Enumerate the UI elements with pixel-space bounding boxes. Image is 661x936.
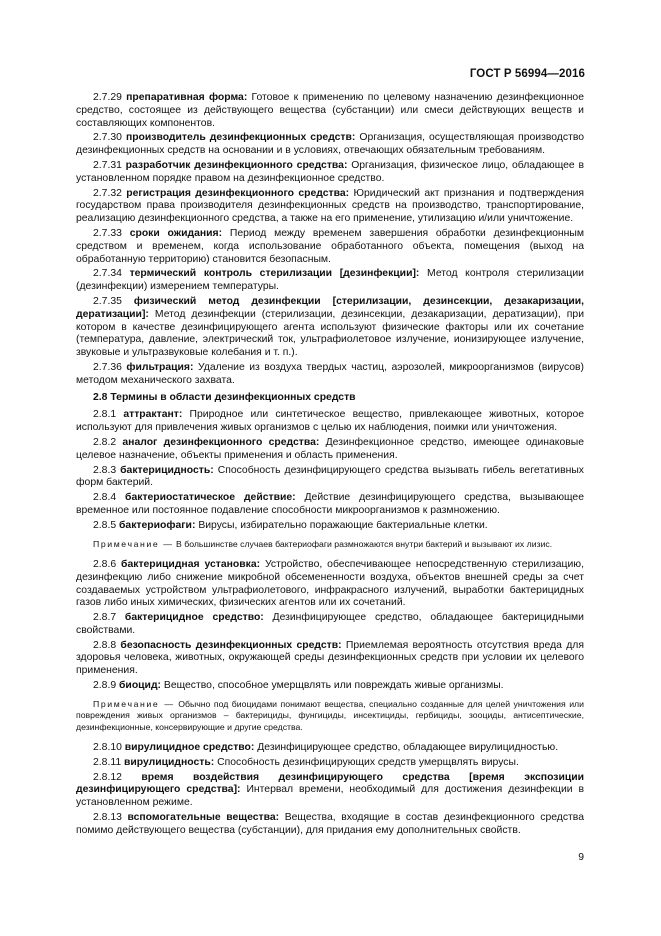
entry-term: регистрация дезинфекционного средства: xyxy=(126,187,350,199)
term-entry xyxy=(76,92,584,130)
entry-term: время воздействия дезинфицирующего средства [время экспозиции дезинфицирующего средства]: xyxy=(76,771,585,796)
term-entry xyxy=(76,160,584,186)
term-entry xyxy=(76,772,584,810)
entry-definition: Метод контроля стерилизации (дезинфекции) измерением температуры. xyxy=(76,268,584,293)
entry-definition: Готовое к применению по целевому назначению дезинфекционное средство, состоящее из действующего вещества (субстанции) или смеси действующих веществ и составляющих компонентов. xyxy=(76,92,584,129)
entry-number: 2.7.29 xyxy=(93,92,122,103)
entry-term: вирулицидное средство: xyxy=(124,742,255,754)
entry-definition: Вещество, способное умерщвлять или повреждать живые организмы. xyxy=(163,680,504,692)
entry-number: 2.8.1 xyxy=(93,409,117,421)
term-entry xyxy=(76,465,584,491)
term-entry xyxy=(76,559,584,610)
entry-number: 2.8.13 xyxy=(93,812,122,824)
entry-number: 2.8.2 xyxy=(93,436,117,448)
entry-term: препаративная форма: xyxy=(126,92,248,103)
entry-number: 2.8.4 xyxy=(93,492,117,504)
entry-number: 2.8.8 xyxy=(93,639,117,651)
term-entry xyxy=(76,409,584,435)
entry-term: аттрактант: xyxy=(123,409,183,421)
entry-definition: Вирусы, избирательно поражающие бактериальные клетки. xyxy=(198,519,488,531)
section-heading xyxy=(76,392,584,405)
note-bacteriophages xyxy=(76,539,584,550)
content-body xyxy=(76,92,584,840)
section-title: Термины в области дезинфекционных средств xyxy=(110,391,356,403)
entry-definition: Вещества, входящие в состав дезинфекционного средства помимо действующего вещества (субстанции), для придания ему дополнительных свойств. xyxy=(76,812,584,836)
entry-term: биоцид: xyxy=(119,680,161,692)
entry-definition: Природное или синтетическое вещество, привлекающее животных, которое используют для привлечения живых организмов с целью их наблюдения, поимки или уничтожения. xyxy=(76,409,585,434)
entry-definition: Дезинфицирующее средство, обладающее вирулицидностью. xyxy=(257,742,559,754)
entry-term: физический метод дезинфекции [стерилизации, дезинсекции, дезакаризации, дератизации]: xyxy=(76,295,584,320)
entry-number: 2.8.12 xyxy=(93,771,122,783)
entry-definition: Действие дезинфицирующего средства, вызывающее временное или постоянное подавление способности микроорганизмов к размножению. xyxy=(76,492,584,516)
entry-term: вспомогательные вещества: xyxy=(127,812,280,824)
entry-number: 2.7.33 xyxy=(93,227,122,239)
term-entry xyxy=(76,742,584,755)
entry-definition: Юридический акт признания и подтверждения государством права производителя дезинфекционных средств на производство, транспортирование, реализацию дезинфекционного средства, а также на его применение, утилизацию и/или уничтожение. xyxy=(76,187,585,225)
entry-number: 2.8.11 xyxy=(93,756,122,768)
entry-term: вирулицидность: xyxy=(124,756,215,768)
entry-definition: Дезинфекционное средство, имеющее одинаковые целевое назначение, объекты применения и область применения. xyxy=(76,436,585,461)
entry-definition: Дезинфицирующее средство, обладающее бактерицидными свойствами. xyxy=(76,612,584,636)
term-entry xyxy=(76,812,584,838)
note-label: Примечание — xyxy=(93,538,174,549)
entry-term: бактерицидная установка: xyxy=(121,558,261,570)
entry-definition: Способность дезинфицирующего средства вызывать гибель вегетативных форм бактерий. xyxy=(76,464,585,489)
entry-number: 2.8.9 xyxy=(93,680,117,692)
entry-definition: Интервал времени, необходимый для достижения дезинфекции в установленном режиме. xyxy=(76,784,585,809)
entry-term: сроки ожидания: xyxy=(129,227,223,239)
entry-definition: Организация, физическое лицо, обладающее в установленном порядке правом на дезинфекционное средство. xyxy=(76,159,584,184)
term-entry xyxy=(76,132,584,158)
entry-definition: Удаление из воздуха твердых частиц, аэрозолей, микроорганизмов (вирусов) методом механического захвата. xyxy=(76,361,585,386)
entry-definition: Приемлемая вероятность отсутствия вреда для здоровья человека, животных, окружающей среды дезинфекционных средств при условии их целевого применения. xyxy=(76,639,584,677)
term-entry xyxy=(76,296,584,360)
term-entry xyxy=(76,520,584,533)
entry-term: разработчик дезинфекционного средства: xyxy=(125,159,348,171)
entries-2-7 xyxy=(76,92,584,388)
entry-term: бактериофаги: xyxy=(119,519,196,531)
term-entry xyxy=(76,492,584,518)
entries-2-8-a xyxy=(76,409,584,532)
entry-term: бактерицидность: xyxy=(120,464,214,476)
note-label: Примечание — xyxy=(93,698,175,709)
document-id: ГОСТ Р 56994—2016 xyxy=(469,68,585,80)
term-entry xyxy=(76,437,584,463)
entry-number: 2.8.10 xyxy=(93,742,122,754)
entry-number: 2.7.36 xyxy=(93,361,122,373)
entry-number: 2.8.5 xyxy=(93,519,117,531)
entry-term: бактерицидное средство: xyxy=(124,612,264,624)
entry-number: 2.8.3 xyxy=(93,464,117,476)
note-text: Обычно под биоцидами понимают вещества, специально созданные для целей уничтожения или повреждения живых организмов – бактерициды, фунгициды, инсектициды, гербициды, зооциды, антисептические, дезинфекционные, консервирующие и другие средства. xyxy=(76,698,584,732)
term-entry xyxy=(76,680,584,693)
note-text: В большинстве случаев бактериофаги размножаются внутри бактерий и вызывают их лизис. xyxy=(176,538,553,549)
term-entry xyxy=(76,362,584,388)
term-entry xyxy=(76,612,584,638)
entry-number: 2.8.7 xyxy=(93,612,117,624)
entry-term: производитель дезинфекционных средств: xyxy=(125,132,356,144)
entries-2-8-b xyxy=(76,559,584,693)
section-number: 2.8 xyxy=(93,391,108,403)
term-entry xyxy=(76,268,584,294)
entry-number: 2.7.35 xyxy=(93,295,122,307)
entry-term: термический контроль стерилизации [дезинфекции]: xyxy=(129,268,420,280)
term-entry xyxy=(76,188,584,226)
entry-term: бактериостатическое действие: xyxy=(125,492,296,504)
entry-term: безопасность дезинфекционных средств: xyxy=(120,639,342,651)
entry-definition: Период между временем завершения обработки дезинфекционным средством и временем, когда использование обработанного объекта, помещения (выход на обработанную территорию) становится безопасным. xyxy=(76,227,585,265)
entry-definition: Устройство, обеспечивающее непосредственную стерилизацию, дезинфекцию либо снижение микробной обсемененности воздуха, объектов внешней среды за счет создаваемых устройством ультрафиолетового, инфракрасного излучений, выработки бактерицидных газов либо иных химических, физических агентов или их сочетаний. xyxy=(76,558,584,609)
entry-number: 2.8.6 xyxy=(93,558,117,570)
page-number: 9 xyxy=(578,852,584,863)
entry-definition: Организация, осуществляющая производство дезинфекционных средств на основании и в условиях, отвечающих обязательным требованиям. xyxy=(76,132,585,157)
entry-number: 2.7.32 xyxy=(93,187,122,199)
entries-2-8-c xyxy=(76,742,584,838)
term-entry xyxy=(76,228,584,266)
note-biocides xyxy=(76,699,584,733)
entry-number: 2.7.31 xyxy=(93,159,122,171)
entry-definition: Способность дезинфицирующих средств умерщвлять вирусы. xyxy=(217,756,519,768)
term-entry xyxy=(76,757,584,770)
entry-term: аналог дезинфекционного средства: xyxy=(122,436,320,448)
entry-number: 2.7.30 xyxy=(93,132,122,144)
entry-term: фильтрация: xyxy=(126,361,194,373)
entry-number: 2.7.34 xyxy=(93,268,122,280)
term-entry xyxy=(76,640,584,678)
entry-definition: Метод дезинфекции (стерилизации, дезинсекции, дезакаризации, дератизации), при котором в качестве дезинфицирующего агента используют физические факторы или их сочетание (температура, давление, электрический ток, ультрафиолетовое излучение, ионизирующее излучение, звуковые и ультразвуковые колебания и т. п.). xyxy=(76,308,585,359)
